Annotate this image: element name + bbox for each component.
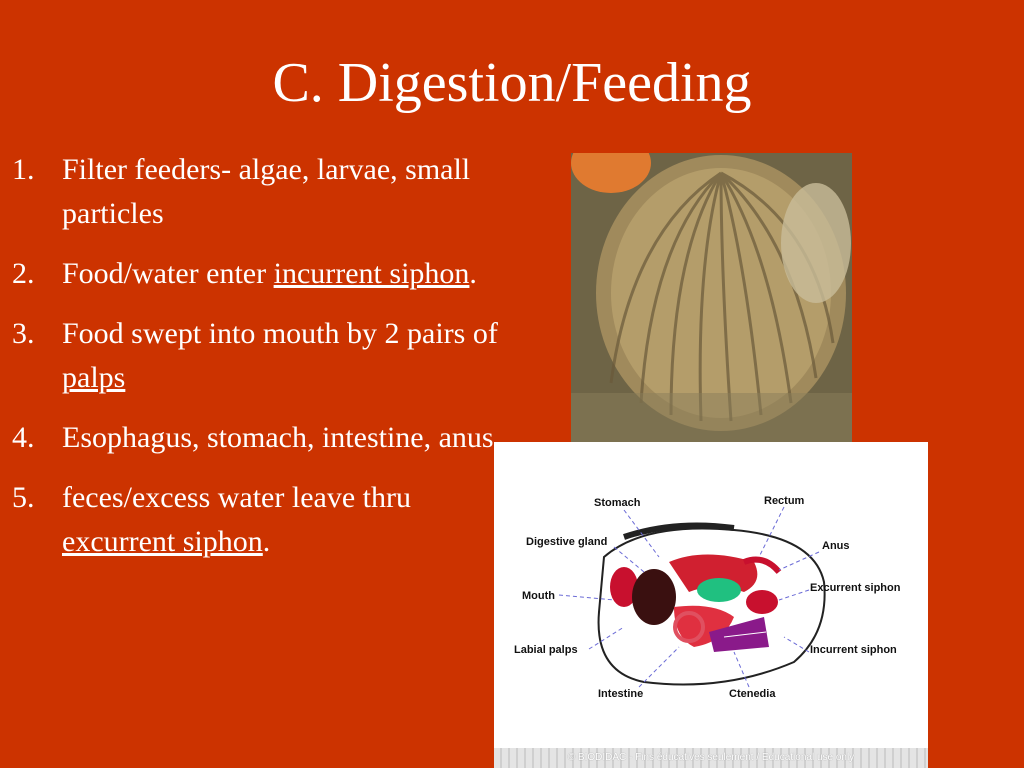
bullet-list: [12, 148, 502, 580]
label-stomach: Stomach: [594, 497, 641, 509]
clam-photo: [571, 153, 852, 442]
clam-shell-image: [571, 153, 852, 442]
list-item: [12, 148, 502, 236]
list-item: [12, 416, 502, 460]
item-text: Esophagus, stomach, intestine, anus: [62, 421, 494, 454]
list-item: [12, 252, 502, 296]
label-incurrent-siphon: Incurrent siphon: [810, 644, 897, 656]
item-text-end: .: [469, 257, 477, 290]
label-intestine: Intestine: [598, 688, 644, 700]
item-number: 4.: [12, 421, 35, 454]
item-text: feces/excess water leave thru: [62, 481, 411, 514]
item-number: 1.: [12, 153, 35, 186]
label-labial-palps: Labial palps: [514, 644, 578, 656]
item-text: Food/water enter: [62, 257, 274, 290]
item-number: 2.: [12, 257, 35, 290]
slide-title: C. Digestion/Feeding: [272, 52, 752, 114]
underlined-term: palps: [62, 361, 126, 394]
list-item: [12, 312, 502, 400]
image-credit: © BIODIDAC - Fins éducatives seulement / Educational use only: [494, 748, 928, 768]
item-text-end: .: [262, 525, 271, 558]
underlined-term: incurrent siphon: [273, 257, 470, 290]
list-item: [12, 476, 502, 564]
item-text: Food swept into mouth by 2 pairs of: [62, 317, 498, 350]
item-text: Filter feeders- algae, larvae, small particles: [62, 153, 471, 230]
label-rectum: Rectum: [764, 495, 805, 507]
label-excurrent-siphon: Excurrent siphon: [810, 582, 901, 594]
item-number: 5.: [12, 481, 35, 514]
clam-anatomy-diagram: [494, 442, 928, 768]
label-digestive-gland: Digestive gland: [526, 536, 608, 548]
label-anus: Anus: [822, 540, 850, 552]
label-mouth: Mouth: [522, 590, 555, 602]
item-number: 3.: [12, 317, 35, 350]
underlined-term: excurrent siphon: [62, 525, 263, 558]
label-ctenedia: Ctenedia: [729, 688, 776, 700]
anatomy-drawing: [494, 442, 928, 748]
